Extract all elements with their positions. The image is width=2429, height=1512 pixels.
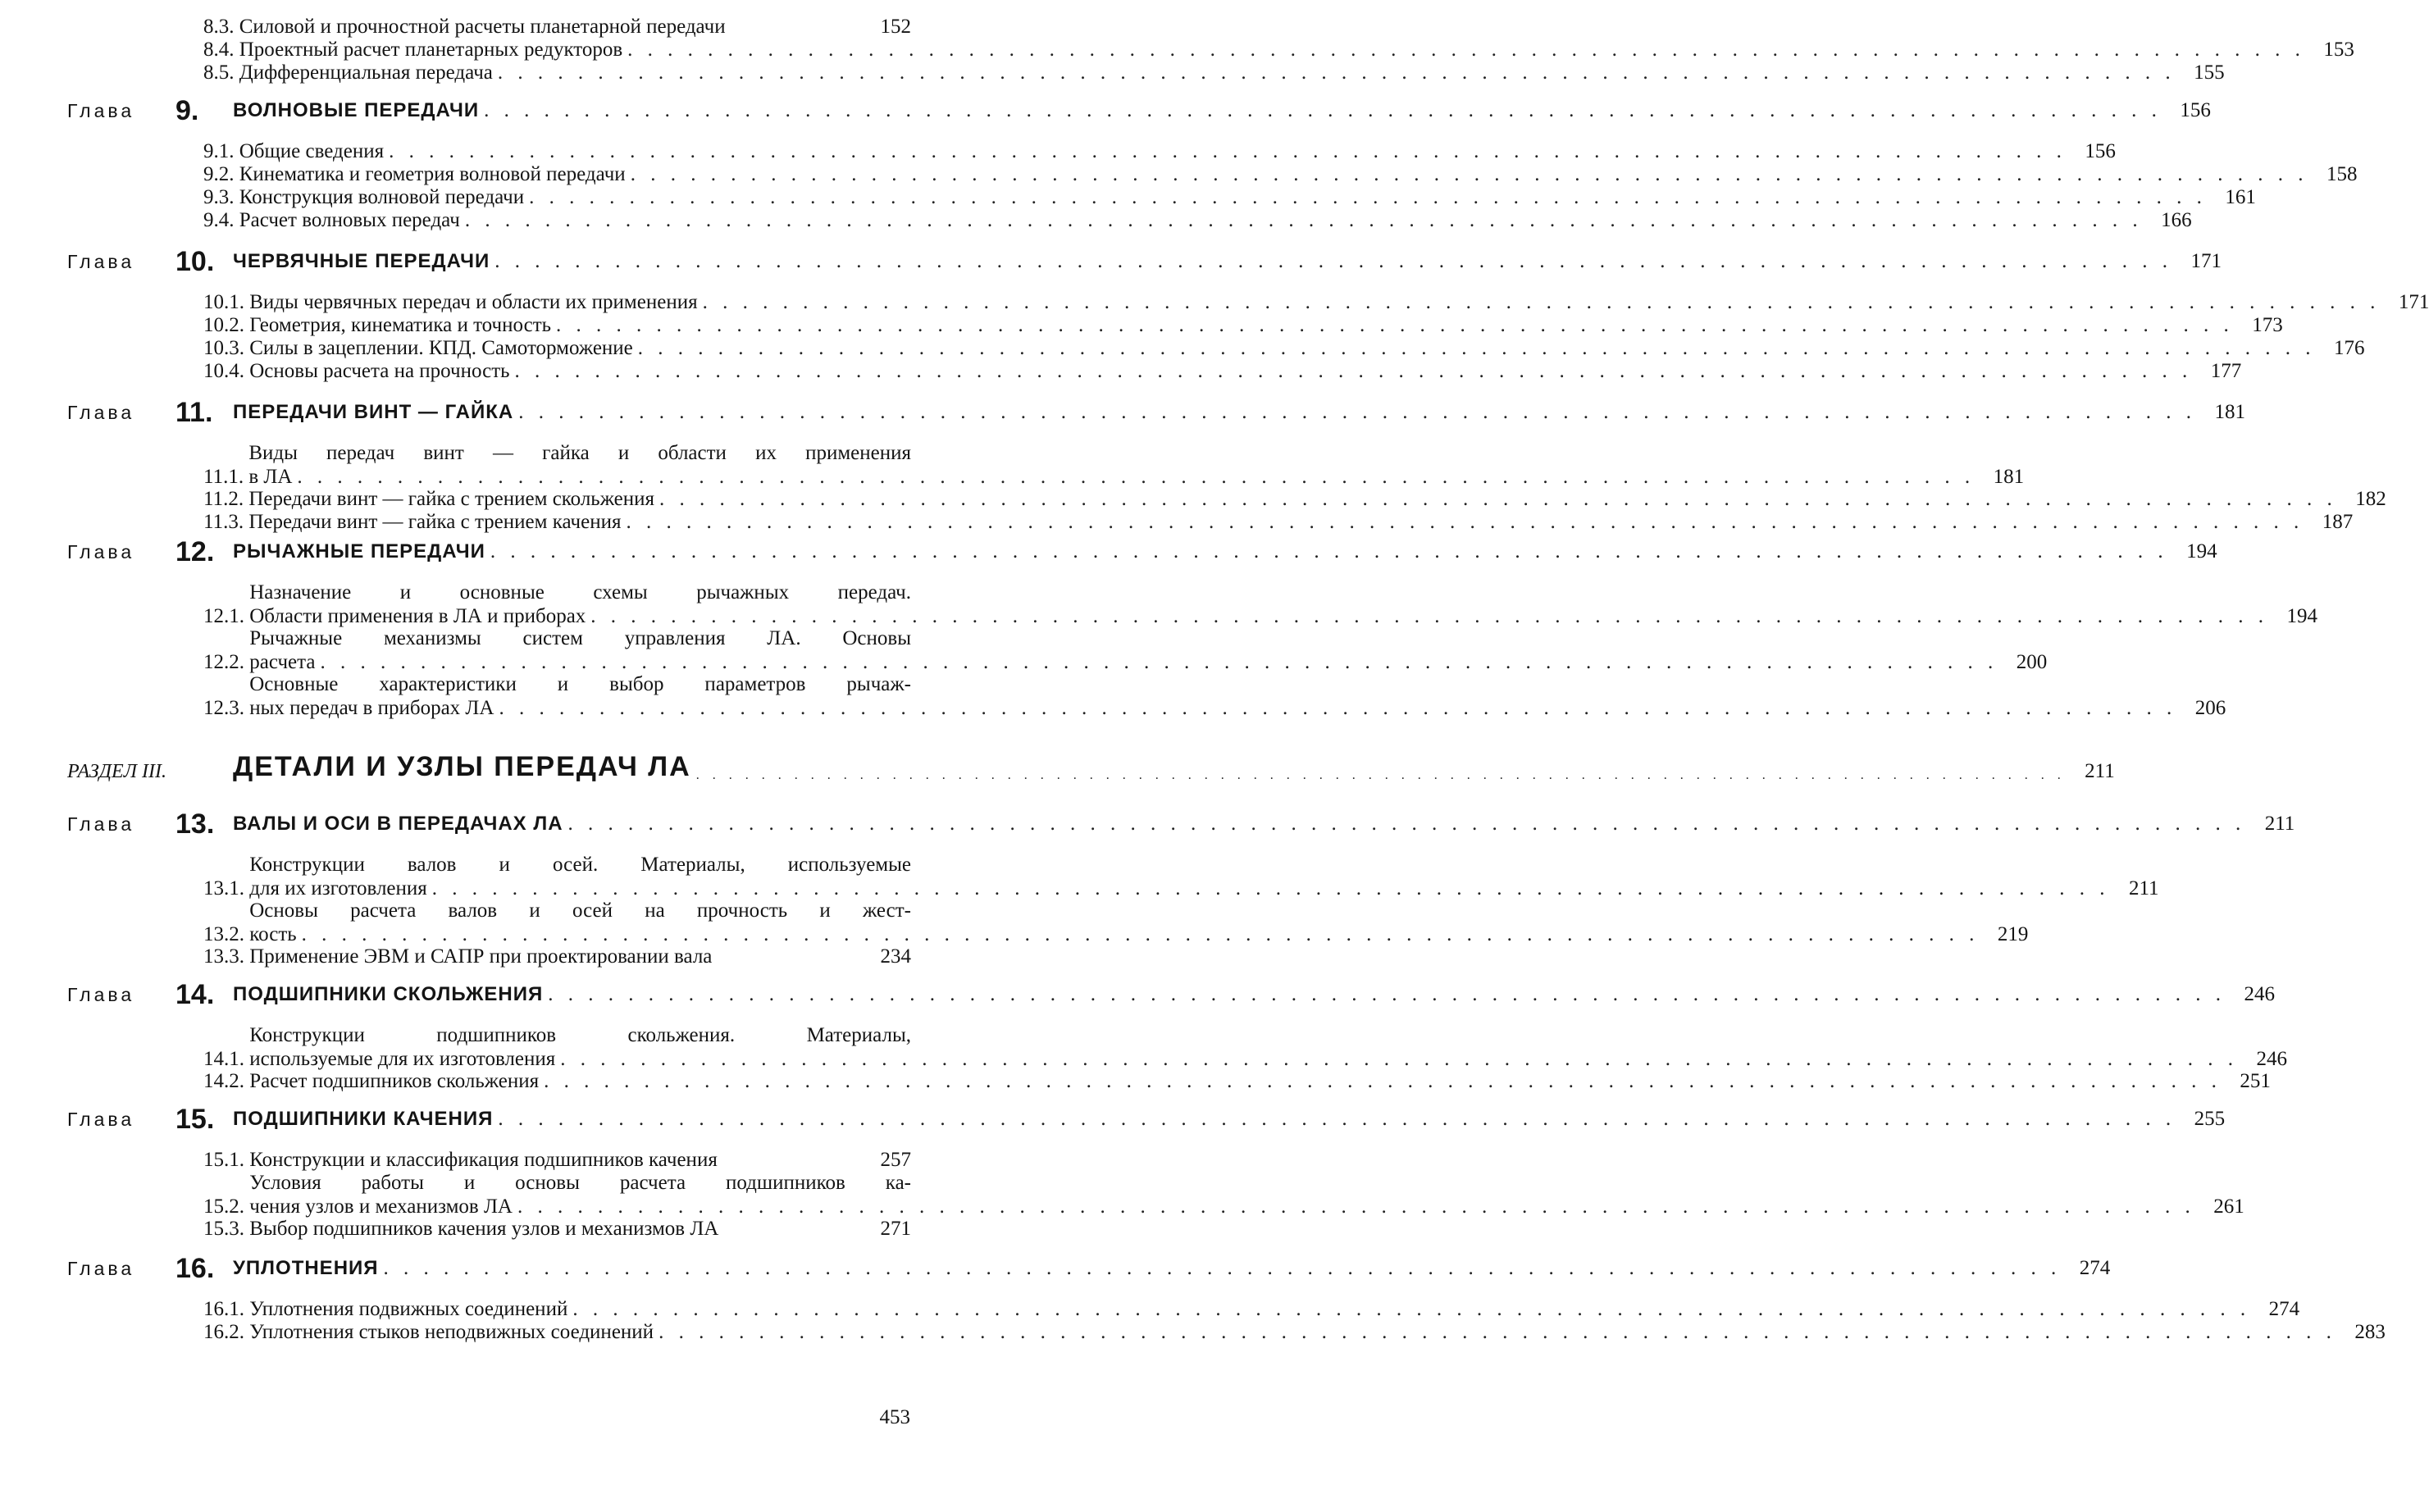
chapter-number: 15. bbox=[175, 1104, 215, 1135]
chapter-label: Глава bbox=[67, 541, 135, 562]
section-entry bbox=[203, 510, 2354, 534]
section-title-continuation bbox=[249, 1047, 2288, 1071]
section-title-continuation bbox=[249, 1195, 2244, 1218]
page-ref: 166 bbox=[2161, 209, 2192, 231]
section-title: Силовой и прочностной расчеты планетарной передачи bbox=[239, 16, 726, 38]
leader-dots bbox=[494, 696, 2176, 720]
leader-dots bbox=[539, 1069, 2222, 1093]
section-title: Передачи винт — гайка с трением качения bbox=[248, 511, 622, 533]
section-text bbox=[249, 359, 2242, 383]
section-title: Передачи винт — гайка с трением скольжения bbox=[248, 488, 655, 510]
section-text bbox=[249, 626, 2048, 674]
section-text bbox=[249, 672, 2226, 720]
section-title: Силы в зацеплении. КПД. Самоторможение bbox=[249, 337, 633, 359]
section-text bbox=[249, 1023, 2288, 1071]
section-entry bbox=[203, 1148, 911, 1172]
leader-dots bbox=[493, 61, 2176, 84]
section-number: 15.1. bbox=[203, 1149, 250, 1171]
page-ref: 257 bbox=[880, 1149, 911, 1171]
section-title-line: расчета bbox=[249, 651, 316, 673]
section-text bbox=[248, 441, 2025, 489]
leader-dots bbox=[510, 359, 2193, 383]
chapter-title: УПЛОТНЕНИЯ bbox=[233, 1257, 379, 1279]
page-ref: 255 bbox=[2194, 1108, 2226, 1130]
leader-dots bbox=[551, 313, 2234, 337]
leader-dots bbox=[586, 604, 2268, 628]
section-text bbox=[239, 185, 2256, 209]
chapter-heading bbox=[67, 536, 2217, 567]
chapter-heading bbox=[67, 397, 2245, 428]
page-ref: 171 bbox=[2398, 291, 2429, 313]
section-entry bbox=[203, 1217, 911, 1241]
leader-dots bbox=[379, 1255, 2062, 1282]
section-title-line: кость bbox=[249, 923, 297, 945]
section-title: Уплотнения стыков неподвижных соединений bbox=[249, 1321, 654, 1343]
section-number: 10.2. bbox=[203, 314, 250, 336]
section-number: 11.2. bbox=[203, 488, 249, 510]
section-number: 15.2. bbox=[203, 1195, 250, 1218]
chapter-label: Глава bbox=[67, 984, 135, 1005]
section-title-line: ных передач в приборах ЛА bbox=[249, 697, 494, 719]
page-ref: 152 bbox=[880, 16, 911, 38]
section-number: 13.1. bbox=[203, 877, 250, 899]
page-ref: 206 bbox=[2194, 697, 2226, 719]
section-title-continuation bbox=[248, 465, 2025, 489]
section-entry bbox=[203, 208, 2192, 232]
section-entry bbox=[203, 1320, 2386, 1344]
section-number: 13.2. bbox=[203, 923, 250, 945]
chapter-number: 11. bbox=[175, 397, 213, 428]
page-ref: 271 bbox=[880, 1218, 911, 1240]
leader-dots bbox=[384, 139, 2067, 163]
section-entry bbox=[203, 1171, 2244, 1218]
leader-dots bbox=[490, 248, 2172, 276]
part-heading bbox=[67, 751, 2115, 783]
section-number: 10.1. bbox=[203, 291, 250, 313]
leader-dots bbox=[427, 877, 2110, 900]
page-ref: 194 bbox=[2186, 540, 2217, 562]
page-ref: 246 bbox=[2256, 1048, 2288, 1070]
section-entry bbox=[203, 139, 2116, 163]
section-number: 9.4. bbox=[203, 209, 239, 231]
leader-dots bbox=[563, 810, 2246, 838]
chapter-heading bbox=[67, 1104, 2226, 1135]
section-entry bbox=[203, 313, 2283, 337]
chapter-title: ЧЕРВЯЧНЫЕ ПЕРЕДАЧИ bbox=[233, 250, 490, 272]
section-text bbox=[248, 487, 2386, 511]
page-ref: 219 bbox=[1997, 923, 2029, 945]
section-title: Виды червячных передач и области их применения bbox=[249, 291, 698, 313]
section-title-line: в ЛА bbox=[248, 466, 293, 488]
section-entry bbox=[203, 441, 2025, 489]
page-ref: 182 bbox=[2355, 488, 2386, 510]
section-text bbox=[249, 853, 2159, 900]
page-ref: 194 bbox=[2286, 605, 2318, 627]
chapter-number: 13. bbox=[175, 808, 215, 840]
page-ref: 211 bbox=[2264, 813, 2295, 835]
leader-dots bbox=[567, 1297, 2250, 1321]
section-text bbox=[249, 1171, 2244, 1218]
page-ref: 261 bbox=[2213, 1195, 2244, 1218]
page-ref: 176 bbox=[2334, 337, 2365, 359]
page-number: 453 bbox=[879, 1406, 910, 1428]
section-number: 9.2. bbox=[203, 163, 239, 185]
leader-dots bbox=[292, 465, 1975, 489]
chapter-title: ПОДШИПНИКИ СКОЛЬЖЕНИЯ bbox=[233, 983, 544, 1005]
section-entry bbox=[203, 15, 911, 39]
page-ref: 211 bbox=[2128, 877, 2159, 899]
page-ref: 274 bbox=[2268, 1298, 2300, 1320]
page-ref: 156 bbox=[2180, 99, 2211, 121]
section-number: 12.3. bbox=[203, 697, 250, 719]
section-entry bbox=[203, 336, 2365, 360]
chapter-number: 16. bbox=[175, 1253, 215, 1284]
section-entry bbox=[203, 162, 2358, 186]
section-number: 10.4. bbox=[203, 360, 250, 382]
section-text bbox=[249, 290, 2429, 314]
section-number: 8.4. bbox=[203, 39, 239, 61]
chapter-label: Глава bbox=[67, 813, 135, 835]
section-text bbox=[239, 15, 911, 39]
leader-dots bbox=[297, 922, 1980, 946]
chapter-label: Глава bbox=[67, 100, 135, 121]
page-ref: 181 bbox=[1993, 466, 2025, 488]
section-text bbox=[249, 313, 2283, 337]
chapter-label: Глава bbox=[67, 1109, 135, 1130]
section-title: Проектный расчет планетарных редукторов bbox=[239, 39, 623, 61]
section-entry bbox=[203, 581, 2318, 628]
section-title: Основы расчета на прочность bbox=[249, 360, 510, 382]
section-number: 9.1. bbox=[203, 140, 239, 162]
chapter-heading bbox=[67, 979, 2275, 1010]
section-number: 16.1. bbox=[203, 1298, 250, 1320]
page-ref: 211 bbox=[2085, 760, 2115, 782]
section-entry bbox=[203, 672, 2226, 720]
leader-dots bbox=[633, 336, 2316, 360]
section-number: 12.2. bbox=[203, 651, 250, 673]
page-ref: 234 bbox=[880, 945, 911, 968]
section-title: Расчет подшипников скольжения bbox=[249, 1070, 540, 1092]
chapter-label: Глава bbox=[67, 1258, 135, 1279]
chapter-heading bbox=[67, 1253, 2111, 1284]
section-title-line: Конструкции подшипников скольжения. Материалы, bbox=[249, 1024, 911, 1046]
page-ref: 158 bbox=[2326, 163, 2358, 185]
section-text bbox=[249, 899, 2029, 946]
chapter-label: Глава bbox=[67, 402, 135, 423]
section-title-line: Области применения в ЛА и приборах bbox=[249, 605, 586, 627]
section-title: Конструкция волновой передачи bbox=[239, 186, 525, 208]
chapter-title: ВОЛНОВЫЕ ПЕРЕДАЧИ bbox=[233, 99, 480, 121]
section-entry bbox=[203, 185, 2256, 209]
section-number: 8.5. bbox=[203, 61, 239, 84]
section-number: 11.3. bbox=[203, 511, 249, 533]
page-ref: 177 bbox=[2210, 360, 2242, 382]
leader-dots bbox=[460, 208, 2143, 232]
section-title: Уплотнения подвижных соединений bbox=[249, 1298, 568, 1320]
section-title-line: Рычажные механизмы систем управления ЛА. Основы bbox=[249, 627, 911, 649]
section-title-line: используемые для их изготовления bbox=[249, 1048, 556, 1070]
leader-dots bbox=[485, 538, 2168, 566]
section-title-continuation bbox=[249, 696, 2226, 720]
section-title: Выбор подшипников качения узлов и механизмов ЛА bbox=[249, 1218, 719, 1240]
section-number: 11.1. bbox=[203, 466, 249, 488]
section-number: 14.1. bbox=[203, 1048, 250, 1070]
section-number: 16.2. bbox=[203, 1321, 250, 1343]
chapter-title: ВАЛЫ И ОСИ В ПЕРЕДАЧАХ ЛА bbox=[233, 813, 563, 835]
leader-dots bbox=[524, 185, 2207, 209]
section-text bbox=[239, 61, 2225, 84]
section-title-line: чения узлов и механизмов ЛА bbox=[249, 1195, 513, 1218]
chapter-label: Глава bbox=[67, 251, 135, 272]
chapter-title: ПОДШИПНИКИ КАЧЕНИЯ bbox=[233, 1108, 494, 1130]
section-text bbox=[249, 1217, 911, 1241]
section-title-line: Основы расчета валов и осей на прочность и жест- bbox=[249, 899, 911, 922]
leader-dots bbox=[654, 1320, 2336, 1344]
section-text bbox=[248, 510, 2354, 534]
section-title: Геометрия, кинематика и точность bbox=[249, 314, 552, 336]
section-title: Расчет волновых передач bbox=[239, 209, 460, 231]
section-title-line: Конструкции валов и осей. Материалы, используемые bbox=[249, 854, 911, 876]
section-title: Конструкции и классификация подшипников качения bbox=[249, 1149, 718, 1171]
chapter-number: 12. bbox=[175, 536, 215, 567]
section-title: Дифференциальная передача bbox=[239, 61, 493, 84]
section-entry bbox=[203, 359, 2242, 383]
section-title-continuation bbox=[249, 650, 2048, 674]
section-text bbox=[249, 1148, 911, 1172]
part-title: ДЕТАЛИ И УЗЛЫ ПЕРЕДАЧ ЛА bbox=[233, 751, 691, 782]
leader-dots bbox=[622, 38, 2305, 61]
section-entry bbox=[203, 38, 2354, 61]
section-title: Кинематика и геометрия волновой передачи bbox=[239, 163, 626, 185]
page-ref: 200 bbox=[2016, 651, 2048, 673]
section-title-line: Назначение и основные схемы рычажных передач. bbox=[249, 581, 911, 603]
chapter-number: 14. bbox=[175, 979, 215, 1010]
section-entry bbox=[203, 290, 2429, 314]
section-number: 9.3. bbox=[203, 186, 239, 208]
leader-dots bbox=[513, 1195, 2195, 1218]
section-title-line: Виды передач винт — гайка и области их применения bbox=[248, 442, 911, 464]
section-entry bbox=[203, 945, 911, 968]
leader-dots bbox=[493, 1105, 2176, 1133]
chapter-heading bbox=[67, 246, 2222, 277]
section-number: 12.1. bbox=[203, 605, 250, 627]
section-text bbox=[249, 1320, 2386, 1344]
section-title: Применение ЭВМ и САПР при проектировании вала bbox=[249, 945, 713, 968]
leader-dots bbox=[555, 1047, 2238, 1071]
page-ref: 251 bbox=[2240, 1070, 2271, 1092]
leader-dots bbox=[315, 650, 1998, 674]
section-entry bbox=[203, 626, 2048, 674]
leader-dots bbox=[626, 162, 2308, 186]
chapter-number: 10. bbox=[175, 246, 215, 277]
page-ref: 156 bbox=[2085, 140, 2116, 162]
section-entry bbox=[203, 899, 2029, 946]
section-text bbox=[249, 336, 2365, 360]
section-title-line: Условия работы и основы расчета подшипников ка- bbox=[249, 1172, 911, 1194]
section-number: 13.3. bbox=[203, 945, 250, 968]
section-entry bbox=[203, 1023, 2288, 1071]
section-number: 10.3. bbox=[203, 337, 250, 359]
leader-dots bbox=[698, 290, 2381, 314]
page-ref: 187 bbox=[2322, 511, 2354, 533]
leader-dots bbox=[654, 487, 2337, 511]
chapter-title: РЫЧАЖНЫЕ ПЕРЕДАЧИ bbox=[233, 540, 485, 562]
page-ref: 274 bbox=[2079, 1257, 2111, 1279]
page-ref: 171 bbox=[2190, 250, 2222, 272]
chapter-title: ПЕРЕДАЧИ ВИНТ — ГАЙКА bbox=[233, 401, 514, 423]
section-text bbox=[239, 208, 2192, 232]
section-text bbox=[239, 162, 2358, 186]
section-entry bbox=[203, 1297, 2300, 1321]
section-text bbox=[249, 1297, 2300, 1321]
section-title-continuation bbox=[249, 922, 2029, 946]
leader-dots bbox=[621, 510, 2304, 534]
page-ref: 181 bbox=[2214, 401, 2245, 423]
chapter-heading bbox=[67, 95, 2211, 126]
section-entry bbox=[203, 487, 2386, 511]
section-text bbox=[239, 139, 2116, 163]
section-title-line: Основные характеристики и выбор параметров рычаж- bbox=[249, 673, 911, 695]
chapter-heading bbox=[67, 808, 2295, 840]
page-ref: 173 bbox=[2252, 314, 2283, 336]
section-number: 15.3. bbox=[203, 1218, 250, 1240]
chapter-number: 9. bbox=[175, 95, 199, 126]
section-number: 14.2. bbox=[203, 1070, 250, 1092]
section-title-continuation bbox=[249, 877, 2159, 900]
leader-dots bbox=[513, 398, 2196, 426]
section-number: 8.3. bbox=[203, 16, 239, 38]
section-title: Общие сведения bbox=[239, 140, 385, 162]
section-title-continuation bbox=[249, 604, 2318, 628]
section-title-line: для их изготовления bbox=[249, 877, 427, 899]
page-ref: 283 bbox=[2354, 1321, 2386, 1343]
part-label: РАЗДЕЛ III. bbox=[67, 761, 166, 782]
section-entry bbox=[203, 61, 2225, 84]
leader-dots bbox=[479, 97, 2162, 125]
section-text bbox=[249, 581, 2318, 628]
section-text bbox=[239, 38, 2354, 61]
leader-dots bbox=[543, 981, 2226, 1009]
page-ref: 153 bbox=[2323, 39, 2354, 61]
page-ref: 246 bbox=[2244, 983, 2275, 1005]
section-text bbox=[249, 945, 911, 968]
section-entry bbox=[203, 853, 2159, 900]
leader-dots bbox=[691, 768, 2066, 783]
page-ref: 155 bbox=[2194, 61, 2225, 84]
section-text bbox=[249, 1069, 2271, 1093]
page-ref: 161 bbox=[2225, 186, 2256, 208]
section-entry bbox=[203, 1069, 2271, 1093]
